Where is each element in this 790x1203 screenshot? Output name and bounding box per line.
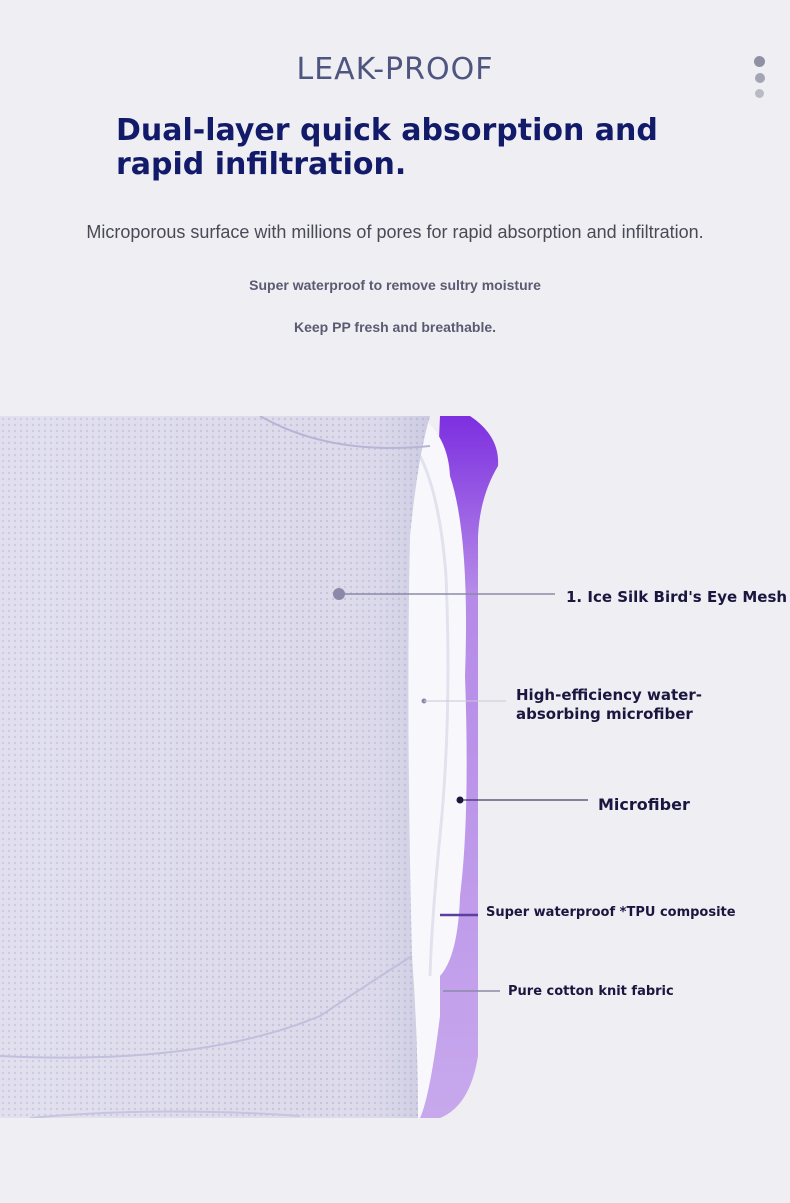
feature-note-waterproof: Super waterproof to remove sultry moisture: [249, 277, 541, 293]
layer-label-absorbing-microfiber: High-efficiency water-absorbing microfiber: [516, 686, 702, 723]
subtitle: Microporous surface with millions of pores for rapid absorption and infiltration.: [86, 222, 704, 242]
diaper-cross-section-image: [0, 416, 790, 1118]
feature-note-breathable: Keep PP fresh and breathable.: [293, 319, 497, 335]
page-footer-space: [0, 1118, 790, 1203]
headline: Dual-layer quick absorption and rapid infiltration.: [116, 113, 658, 182]
layer-label-microfiber: Microfiber: [598, 795, 690, 814]
pager-dots-icon[interactable]: [754, 56, 765, 104]
section-eyebrow: LEAK-PROOF: [296, 52, 494, 87]
layer-label-tpu: Super waterproof *TPU composite: [486, 905, 736, 920]
layer-label-mesh: 1. Ice Silk Bird's Eye Mesh: [566, 588, 788, 606]
layer-label-cotton: Pure cotton knit fabric: [508, 984, 674, 999]
